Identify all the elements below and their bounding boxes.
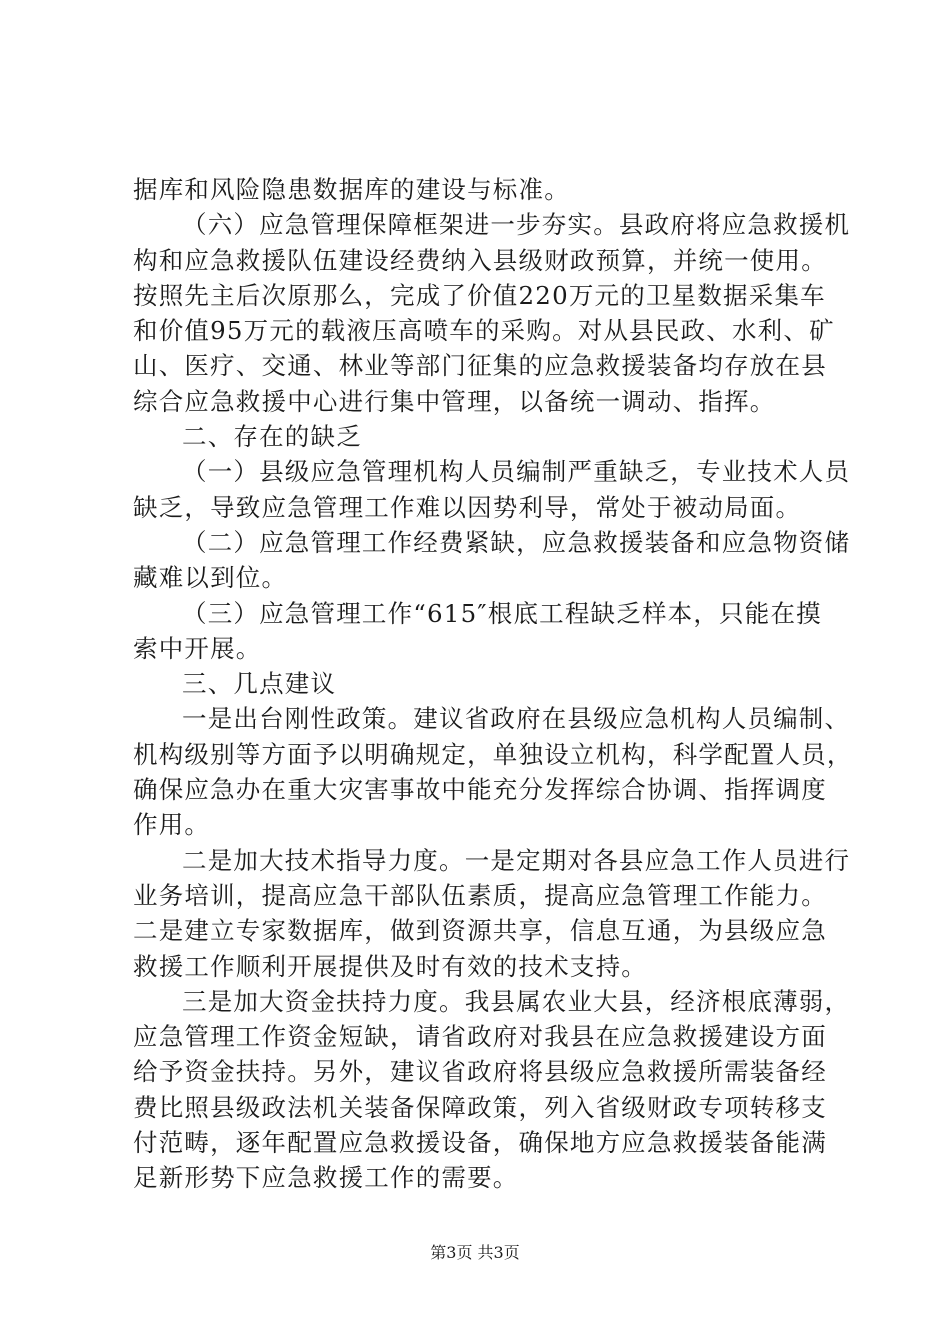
- body-line: 作用。: [133, 810, 211, 840]
- body-line: 救援工作顺利开展提供及时有效的技术支持。: [133, 951, 647, 981]
- body-line: （三）应急管理工作“615″根底工程缺乏样本，只能在摸: [182, 598, 822, 628]
- section-heading: 二、存在的缺乏: [182, 422, 362, 452]
- section-heading: 三、几点建议: [182, 669, 337, 699]
- body-line: 和价值95万元的载液压高喷车的采购。对从县民政、水利、矿: [133, 316, 835, 346]
- body-line: 缺乏，导致应急管理工作难以因势利导，常处于被动局面。: [133, 492, 802, 522]
- body-line: 构和应急救援队伍建设经费纳入县级财政预算，并统一使用。: [133, 245, 827, 275]
- body-line: 一是出台刚性政策。建议省政府在县级应急机构人员编制、: [182, 704, 851, 734]
- body-line: 付范畴，逐年配置应急救援设备，确保地方应急救援装备能满: [133, 1128, 827, 1158]
- document-body: [133, 172, 853, 1196]
- body-line: 确保应急办在重大灾害事故中能充分发挥综合协调、指挥调度: [133, 775, 827, 805]
- body-line: 费比照县级政法机关装备保障政策，列入省级财政专项转移支: [133, 1092, 827, 1122]
- body-line: 业务培训，提高应急干部队伍素质，提高应急管理工作能力。: [133, 880, 827, 910]
- body-line: （一）县级应急管理机构人员编制严重缺乏，专业技术人员: [182, 457, 851, 487]
- body-line: 综合应急救援中心进行集中管理，以备统一调动、指挥。: [133, 386, 776, 416]
- body-line: 二是加大技术指导力度。一是定期对各县应急工作人员进行: [182, 845, 851, 875]
- body-line: 应急管理工作资金短缺，请省政府对我县在应急救援建设方面: [133, 1022, 827, 1052]
- body-line: 二是建立专家数据库，做到资源共享，信息互通，为县级应急: [133, 916, 827, 946]
- body-line: （二）应急管理工作经费紧缺，应急救援装备和应急物资储: [182, 527, 851, 557]
- body-line: 三是加大资金扶持力度。我县属农业大县，经济根底薄弱，: [182, 986, 851, 1016]
- body-line: 给予资金扶持。另外，建议省政府将县级应急救援所需装备经: [133, 1057, 827, 1087]
- body-line: 按照先主后次原那么，完成了价值220万元的卫星数据采集车: [133, 280, 826, 310]
- page-number-footer: 第3页 共3页: [430, 1243, 520, 1262]
- body-line: 索中开展。: [133, 633, 262, 663]
- body-line: 山、医疗、交通、林业等部门征集的应急救援装备均存放在县: [133, 351, 827, 381]
- body-line: 足新形势下应急救援工作的需要。: [133, 1163, 519, 1193]
- body-line: 据库和风险隐患数据库的建设与标准。: [133, 175, 570, 204]
- body-line: 藏难以到位。: [133, 563, 288, 593]
- body-line: （六）应急管理保障框架进一步夯实。县政府将应急救援机: [182, 210, 851, 240]
- body-line: 机构级别等方面予以明确规定，单独设立机构，科学配置人员，: [133, 739, 853, 769]
